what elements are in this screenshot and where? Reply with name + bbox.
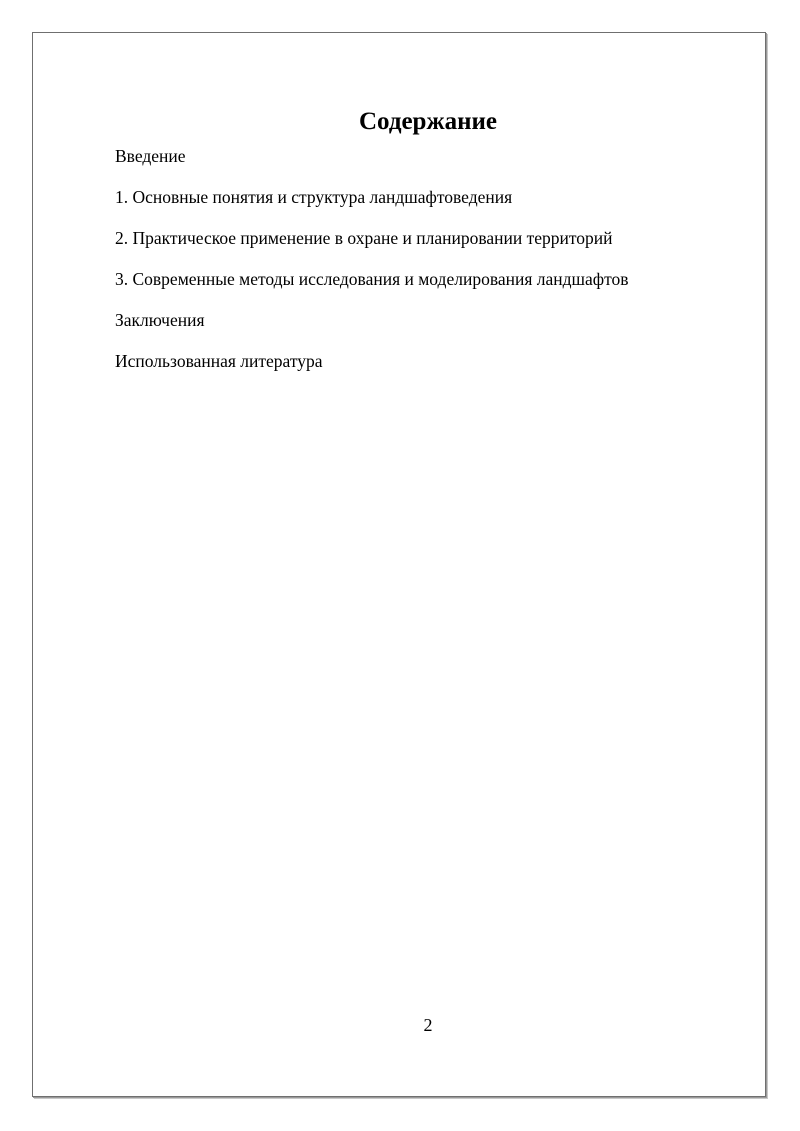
toc-item-references: Использованная литература xyxy=(115,351,323,371)
toc-item-introduction: Введение xyxy=(115,146,186,166)
toc-item-chapter-2: 2. Практическое применение в охране и планировании территорий xyxy=(115,228,613,248)
toc-item-chapter-1: 1. Основные понятия и структура ландшафтоведения xyxy=(115,187,513,207)
toc-item-chapter-3: 3. Современные методы исследования и моделирования ландшафтов xyxy=(115,269,629,289)
table-of-contents xyxy=(115,146,629,392)
toc-item-conclusion: Заключения xyxy=(115,310,205,330)
document-page xyxy=(32,32,766,1097)
page-title: Содержание xyxy=(358,108,497,135)
page-number: 2 xyxy=(423,1015,433,1035)
